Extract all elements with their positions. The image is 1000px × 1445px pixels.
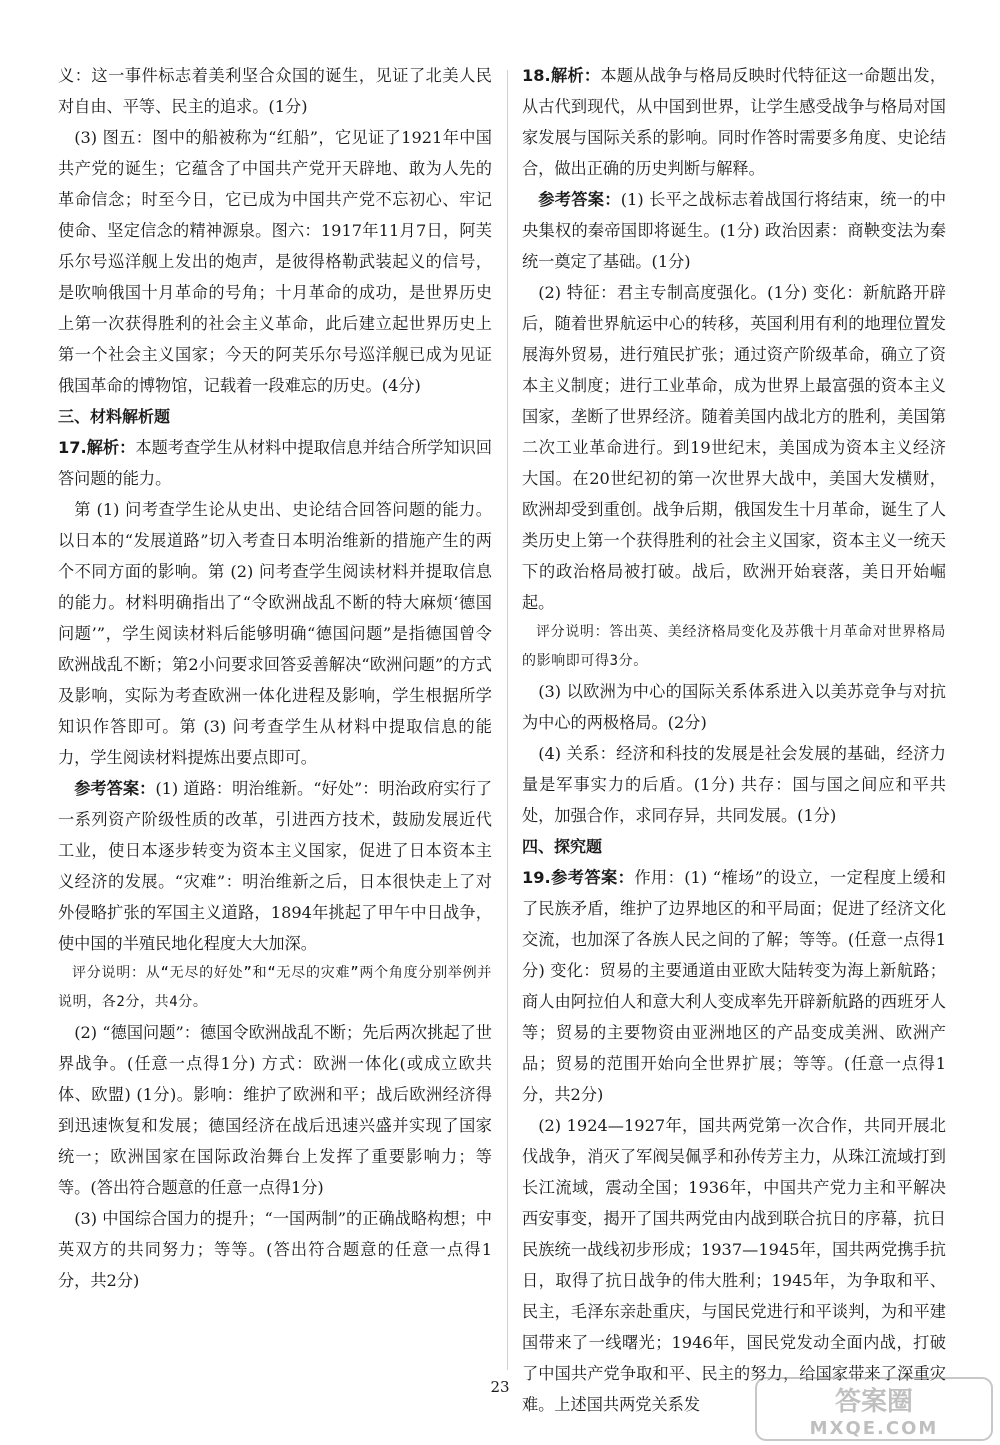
watermark-logo xyxy=(754,1376,994,1442)
analysis-label: 解析： xyxy=(86,438,136,457)
question-17-answer-1: 参考答案：(1) 道路：明治维新。“好处”：明治政府实行了一系列资产阶级性质的改革，引进西方技术，鼓励发展近代工业，使日本逐步转变为资本主义国家，促进了日本资本主义经济的发展。“灾难”：明治维新之后，日本很快走上了对外侵略扩张的军国主义道路，1894年挑起了甲午中日战争，使中国的半殖民地化程度大大加深。 xyxy=(58,779,493,953)
right-column xyxy=(522,60,946,1420)
section-heading-3: 三、材料解析题 xyxy=(58,407,171,426)
question-18-answer-2: (2) 特征：君主专制高度强化。(1分) 变化：新航路开辟后，随着世界航运中心的转移，英国利用有利的地理位置发展海外贸易，进行殖民扩张；通过资产阶级革命，确立了资本主义制度；进行工业革命，成为世界上最富强的资本主义国家，垄断了世界经济。随着美国内战北方的胜利，美国第二次工业革命进行。到19世纪末，美国成为资本主义经济大国。在20世纪初的第一次世界大战中，美国大发横财，欧洲却受到重创。战争后期，俄国发生十月革命，诞生了人类历史上第一个获得胜利的社会主义国家，资本主义一统天下的政治格局被打破。战后，欧洲开始衰落，美日开始崛起。 xyxy=(522,283,946,612)
page-number: 23 xyxy=(490,1378,510,1396)
watermark-main-text: 答案圈 xyxy=(834,1387,914,1417)
paragraph-continuation: 义：这一事件标志着美利坚合众国的诞生，见证了北美人民对自由、平等、民主的追求。(1分) xyxy=(58,66,492,116)
reference-answer-label: 参考答案： xyxy=(74,779,156,798)
scoring-note: 评分说明：答出英、美经济格局变化及苏俄十月革命对世界格局的影响即可得3分。 xyxy=(522,624,946,669)
question-19-answer-1: 19.参考答案：作用：(1) “榷场”的设立，一定程度上缓和了民族矛盾，维护了边界地区的和平局面；促进了经济文化交流，也加深了各族人民之间的了解；等等。(任意一点得1分) 变化：贸易的主要通道由亚欧大陆转变为海上新航路；商人由阿拉伯人和意大利人变成率先开辟新航路的西班牙人等；贸易的主要物资由亚洲地区的产品变成美洲、欧洲产品；贸易的范围开始向全世界扩展；等等。(任意一点得1分，共2分) xyxy=(522,868,946,1104)
watermark-site-text: MXQE.COM xyxy=(809,1418,939,1439)
analysis-label: 解析： xyxy=(550,66,601,85)
column-divider xyxy=(507,70,508,1370)
question-18-answer-4: (4) 关系：经济和科技的发展是社会发展的基础，经济力量是军事实力的后盾。(1分) 共存：国与国之间应和平共处，加强合作，求同存异，共同发展。(1分) xyxy=(522,744,946,825)
scoring-note: 评分说明：从“无尽的好处”和“无尽的灾难”两个角度分别举例并说明，各2分，共4分。 xyxy=(58,965,492,1010)
left-column xyxy=(58,60,492,1296)
question-17-answer-3: (3) 中国综合国力的提升；“一国两制”的正确战略构想；中英双方的共同努力；等等。(答出符合题意的任意一点得1分，共2分) xyxy=(58,1209,492,1290)
question-18-answer-1: 参考答案：(1) 长平之战标志着战国行将结束，统一的中央集权的秦帝国即将诞生。(1分) 政治因素：商鞅变法为秦统一奠定了基础。(1分) xyxy=(522,190,947,271)
question-number: 19. xyxy=(522,868,551,887)
question-number: 17. xyxy=(58,438,87,457)
question-17-intro: 17.解析：本题考查学生从材料中提取信息并结合所学知识回答问题的能力。 xyxy=(58,438,493,488)
question-19-answer-2: (2) 1924—1927年，国共两党第一次合作，共同开展北伐战争，消灭了军阀吴佩孚和孙传芳主力，从珠江流域打到长江流域，震动全国；1936年，中国共产党力主和平解决西安事变，揭开了国共两党由内战到联合抗日的序幕，抗日民族统一战线初步形成；1937—1945年，国共两党携手抗日，取得了抗日战争的伟大胜利；1945年，为争取和平、民主，毛泽东亲赴重庆，与国民党进行和平谈判，为和平建国带来了一线曙光；1946年，国民党发动全面内战，打破了中国共产党争取和平、民主的努力，给国家带来了深重灾难。上述国共两党关系发 xyxy=(522,1116,946,1414)
question-17-answer-2: (2) “德国问题”：德国令欧洲战乱不断；先后两次挑起了世界战争。(任意一点得1分) 方式：欧洲一体化(或成立欧共体、欧盟) (1分)。影响：维护了欧洲和平；战后欧洲经济得到迅速恢复和发展；德国经济在战后迅速兴盛并实现了国家统一；欧洲国家在国际政治舞台上发挥了重要影响力；等等。(答出符合题意的任意一点得1分) xyxy=(58,1023,492,1197)
reference-answer-label: 参考答案： xyxy=(550,868,635,887)
reference-answer-label: 参考答案： xyxy=(538,190,621,209)
question-17-analysis: 第 (1) 问考查学生论从史出、史论结合回答问题的能力。以日本的“发展道路”切入考查日本明治维新的措施产生的两个不同方面的影响。第 (2) 问考查学生阅读材料并提取信息的能力。材料明确指出了“令欧洲战乱不断的特大麻烦‘德国问题’”，学生阅读材料后能够明确“德国问题”是指德国曾令欧洲战乱不断；第2小问要求回答妥善解决“欧洲问题”的方式及影响，实际为考查欧洲一体化进程及影响，学生根据所学知识作答即可。第 (3) 问考查学生从材料中提取信息的能力，学生阅读材料提炼出要点即可。 xyxy=(58,500,492,767)
question-18-answer-3: (3) 以欧洲为中心的国际关系体系进入以美苏竞争与对抗为中心的两极格局。(2分) xyxy=(522,682,946,732)
answer-part-3-images: (3) 图五：图中的船被称为“红船”，它见证了1921年中国共产党的诞生；它蕴含了中国共产党开天辟地、敢为人先的革命信念；时至今日，它已成为中国共产党不忘初心、牢记使命、坚定信念的精神源泉。图六：1917年11月7日，阿芙乐尔号巡洋舰上发出的炮声，是彼得格勒武装起义的信号，是吹响俄国十月革命的号角；十月革命的成功，是世界历史上第一次获得胜利的社会主义革命，此后建立起世界历史上第一个社会主义国家；今天的阿芙乐尔号巡洋舰已成为见证俄国革命的博物馆，记载着一段难忘的历史。(4分) xyxy=(58,128,492,395)
question-18-intro: 18.解析：本题从战争与格局反映时代特征这一命题出发，从古代到现代，从中国到世界，让学生感受战争与格局对国家发展与国际关系的影响。同时作答时需要多角度、史论结合，做出正确的历史判断与解释。 xyxy=(522,66,947,178)
question-number: 18. xyxy=(522,66,551,85)
section-heading-4: 四、探究题 xyxy=(522,837,603,856)
